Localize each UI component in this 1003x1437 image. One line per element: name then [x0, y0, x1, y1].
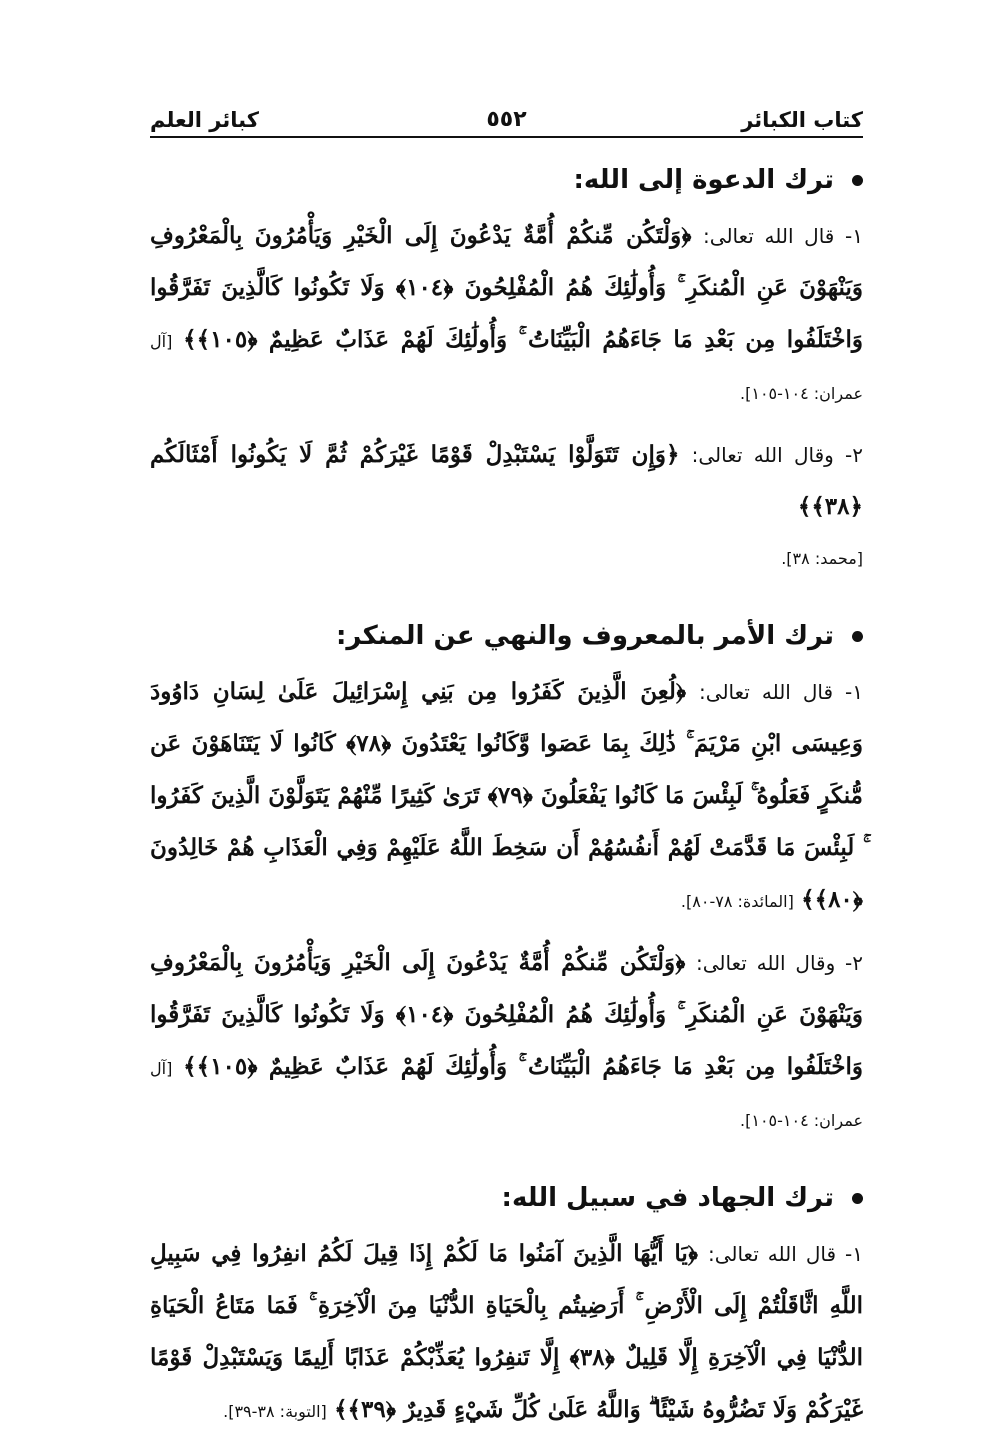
verse-item — [150, 666, 863, 927]
section-heading-text: ترك الدعوة إلى الله: — [573, 165, 834, 195]
verse-item — [150, 1228, 863, 1437]
verse-reference: [آل عمران: ١٠٤-١٠٥]. — [150, 332, 863, 403]
page-content — [150, 150, 863, 1437]
chapter-title: كبائر العلم — [150, 108, 259, 132]
bullet-icon — [852, 1193, 863, 1204]
quran-text: ﴿يَا أَيُّهَا الَّذِينَ آمَنُوا مَا لَكُمْ إِذَا قِيلَ لَكُمُ انفِرُوا فِي سَبِيلِ اللَّهِ اثَّاقَلْتُمْ إِلَى الْأَرْضِ ۚ أَرَضِيتُم بِالْحَيَاةِ الدُّنْيَا مِنَ الْآخِرَةِ ۚ فَمَا مَتَاعُ الْحَيَاةِ الدُّنْيَا فِي الْآخِرَةِ إِلَّا قَلِيلٌ ﴿٣٨﴾ إِلَّا تَنفِرُوا يُعَذِّبْكُمْ عَذَابًا أَلِيمًا وَيَسْتَبْدِلْ قَوْمًا غَيْرَكُمْ وَلَا تَضُرُّوهُ شَيْئًا ۗ وَاللَّهُ عَلَىٰ كُلِّ شَيْءٍ قَدِيرٌ ﴿٣٩﴾﴾ — [150, 1240, 864, 1423]
verse-item — [150, 210, 863, 419]
section-heading-text: ترك الأمر بالمعروف والنهي عن المنكر: — [336, 621, 834, 651]
verse-intro: ١- قال الله تعالى: — [703, 224, 864, 248]
verse-reference: [المائدة: ٧٨-٨٠]. — [680, 892, 794, 911]
verse-intro: ٢- وقال الله تعالى: — [696, 951, 864, 975]
bullet-icon — [852, 631, 863, 642]
verse-item — [150, 937, 863, 1146]
section-heading — [150, 150, 863, 210]
quran-text: ﴿وَلْتَكُن مِّنكُمْ أُمَّةٌ يَدْعُونَ إِلَى الْخَيْرِ وَيَأْمُرُونَ بِالْمَعْرُوفِ وَيَنْهَوْنَ عَنِ الْمُنكَرِ ۚ وَأُولَٰئِكَ هُمُ الْمُفْلِحُونَ ﴿١٠٤﴾ وَلَا تَكُونُوا كَالَّذِينَ تَفَرَّقُوا وَاخْتَلَفُوا مِن بَعْدِ مَا جَاءَهُمُ الْبَيِّنَاتُ ۚ وَأُولَٰئِكَ لَهُمْ عَذَابٌ عَظِيمٌ ﴿١٠٥﴾﴾ — [150, 222, 863, 353]
quran-text: ﴿وَلْتَكُن مِّنكُمْ أُمَّةٌ يَدْعُونَ إِلَى الْخَيْرِ وَيَأْمُرُونَ بِالْمَعْرُوفِ وَيَنْهَوْنَ عَنِ الْمُنكَرِ ۚ وَأُولَٰئِكَ هُمُ الْمُفْلِحُونَ ﴿١٠٤﴾ وَلَا تَكُونُوا كَالَّذِينَ تَفَرَّقُوا وَاخْتَلَفُوا مِن بَعْدِ مَا جَاءَهُمُ الْبَيِّنَاتُ ۚ وَأُولَٰئِكَ لَهُمْ عَذَابٌ عَظِيمٌ ﴿١٠٥﴾﴾ — [150, 949, 863, 1080]
section-heading — [150, 606, 863, 666]
verse-intro: ١- قال الله تعالى: — [699, 680, 864, 704]
verse-reference: [محمد: ٣٨]. — [781, 549, 863, 568]
page-number: ٥٥٢ — [486, 107, 527, 132]
page-header — [150, 98, 863, 132]
verse-intro: ٢- وقال الله تعالى: — [691, 443, 864, 467]
quran-text: ﴿لُعِنَ الَّذِينَ كَفَرُوا مِن بَنِي إِسْرَائِيلَ عَلَىٰ لِسَانِ دَاوُودَ وَعِيسَى ابْنِ مَرْيَمَ ۚ ذَٰلِكَ بِمَا عَصَوا وَّكَانُوا يَعْتَدُونَ ﴿٧٨﴾ كَانُوا لَا يَتَنَاهَوْنَ عَن مُّنكَرٍ فَعَلُوهُ ۚ لَبِئْسَ مَا كَانُوا يَفْعَلُونَ ﴿٧٩﴾ تَرَىٰ كَثِيرًا مِّنْهُمْ يَتَوَلَّوْنَ الَّذِينَ كَفَرُوا ۚ لَبِئْسَ مَا قَدَّمَتْ لَهُمْ أَنفُسُهُمْ أَن سَخِطَ اللَّهُ عَلَيْهِمْ وَفِي الْعَذَابِ هُمْ خَالِدُونَ ﴿٨٠﴾﴾ — [150, 678, 863, 913]
verse-reference: [التوبة: ٣٨-٣٩]. — [223, 1402, 327, 1421]
book-title: كتاب الكبائر — [741, 108, 863, 132]
verse-intro: ١- قال الله تعالى: — [707, 1242, 864, 1266]
bullet-icon — [852, 175, 863, 186]
section-heading — [150, 1168, 863, 1228]
section-heading-text: ترك الجهاد في سبيل الله: — [501, 1183, 834, 1213]
verse-reference: [آل عمران: ١٠٤-١٠٥]. — [150, 1059, 863, 1130]
header-rule — [150, 136, 863, 138]
verse-item — [150, 429, 863, 584]
quran-text: ﴿وَإِن تَتَوَلَّوْا يَسْتَبْدِلْ قَوْمًا غَيْرَكُمْ ثُمَّ لَا يَكُونُوا أَمْثَالَكُم ﴿٣٨﴾﴾ — [150, 441, 863, 520]
